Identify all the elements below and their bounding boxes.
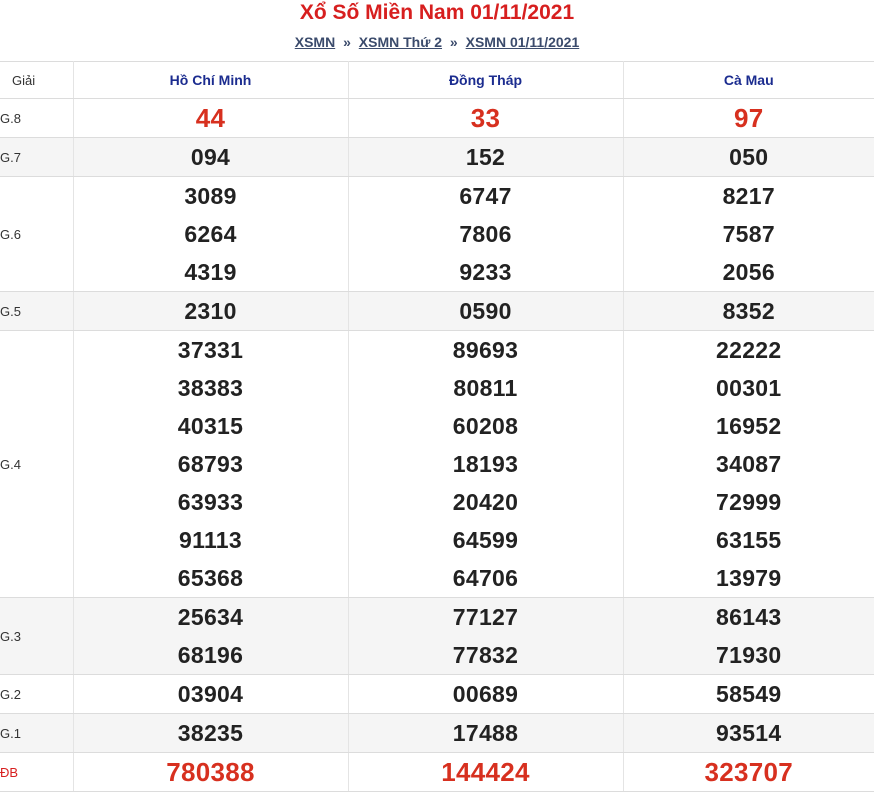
result-number: 89693 (349, 331, 623, 369)
result-cell (348, 675, 623, 714)
result-cell (623, 598, 874, 675)
result-number: 34087 (624, 445, 874, 483)
prize-name: G.3 (0, 598, 73, 675)
result-number: 25634 (74, 598, 348, 636)
result-cell (348, 138, 623, 177)
result-number: 58549 (624, 675, 874, 713)
result-number: 80811 (349, 369, 623, 407)
result-number: 91113 (74, 521, 348, 559)
result-number: 38235 (74, 714, 348, 752)
results-table (0, 61, 874, 792)
prize-name: G.1 (0, 714, 73, 753)
result-number: 144424 (349, 753, 623, 791)
result-number: 22222 (624, 331, 874, 369)
result-number: 68793 (74, 445, 348, 483)
result-number: 4319 (74, 253, 348, 291)
result-cell (348, 292, 623, 331)
result-number: 77832 (349, 636, 623, 674)
result-cell (348, 753, 623, 792)
result-number: 8352 (624, 292, 874, 330)
result-number: 65368 (74, 559, 348, 597)
result-cell (623, 714, 874, 753)
province-header-ca-mau: Cà Mau (623, 62, 874, 99)
result-number: 44 (74, 99, 348, 137)
result-number: 71930 (624, 636, 874, 674)
result-number: 2310 (74, 292, 348, 330)
result-number: 86143 (624, 598, 874, 636)
result-cell (348, 714, 623, 753)
result-number: 64706 (349, 559, 623, 597)
result-number: 9233 (349, 253, 623, 291)
result-cell (623, 675, 874, 714)
result-cell (73, 675, 348, 714)
result-number: 63933 (74, 483, 348, 521)
page-title: Xổ Số Miền Nam 01/11/2021 (0, 0, 874, 28)
table-row (0, 138, 874, 177)
result-number: 77127 (349, 598, 623, 636)
result-number: 03904 (74, 675, 348, 713)
result-number: 18193 (349, 445, 623, 483)
result-number: 38383 (74, 369, 348, 407)
province-header-ho-chi-minh: Hồ Chí Minh (73, 62, 348, 99)
prize-column-header: Giải (0, 62, 73, 99)
breadcrumb-link-xsmn-date[interactable]: XSMN 01/11/2021 (466, 34, 580, 50)
result-number: 6264 (74, 215, 348, 253)
prize-name: G.8 (0, 99, 73, 138)
result-number: 64599 (349, 521, 623, 559)
table-row (0, 598, 874, 675)
result-number: 93514 (624, 714, 874, 752)
result-cell (73, 292, 348, 331)
result-number: 20420 (349, 483, 623, 521)
result-number: 68196 (74, 636, 348, 674)
table-row (0, 331, 874, 598)
result-number: 094 (74, 138, 348, 176)
prize-name: G.5 (0, 292, 73, 331)
result-cell (73, 598, 348, 675)
result-number: 17488 (349, 714, 623, 752)
breadcrumb-link-xsmn-thu-2[interactable]: XSMN Thứ 2 (359, 34, 442, 50)
result-number: 63155 (624, 521, 874, 559)
result-number: 16952 (624, 407, 874, 445)
table-row (0, 99, 874, 138)
result-number: 7806 (349, 215, 623, 253)
result-cell (73, 331, 348, 598)
result-number: 37331 (74, 331, 348, 369)
result-number: 3089 (74, 177, 348, 215)
province-header-dong-thap: Đồng Tháp (348, 62, 623, 99)
table-row (0, 292, 874, 331)
result-cell (348, 598, 623, 675)
result-cell (623, 177, 874, 292)
result-number: 60208 (349, 407, 623, 445)
results-body (0, 99, 874, 792)
result-cell (73, 714, 348, 753)
prize-name: G.7 (0, 138, 73, 177)
result-cell (348, 331, 623, 598)
breadcrumb-separator: » (343, 34, 351, 50)
table-row (0, 753, 874, 792)
table-header-row (0, 62, 874, 99)
result-cell (73, 177, 348, 292)
result-number: 72999 (624, 483, 874, 521)
table-row (0, 714, 874, 753)
result-number: 40315 (74, 407, 348, 445)
result-number: 00301 (624, 369, 874, 407)
result-number: 6747 (349, 177, 623, 215)
result-cell (623, 99, 874, 138)
result-number: 2056 (624, 253, 874, 291)
prize-name: G.6 (0, 177, 73, 292)
table-row (0, 177, 874, 292)
result-cell (73, 138, 348, 177)
prize-name: G.2 (0, 675, 73, 714)
result-cell (623, 292, 874, 331)
result-number: 33 (349, 99, 623, 137)
result-number: 780388 (74, 753, 348, 791)
result-number: 0590 (349, 292, 623, 330)
breadcrumb (0, 28, 874, 61)
result-number: 13979 (624, 559, 874, 597)
result-number: 00689 (349, 675, 623, 713)
prize-name: G.4 (0, 331, 73, 598)
result-number: 050 (624, 138, 874, 176)
breadcrumb-separator: » (450, 34, 458, 50)
prize-name: ĐB (0, 753, 73, 792)
result-number: 7587 (624, 215, 874, 253)
result-cell (348, 99, 623, 138)
result-number: 152 (349, 138, 623, 176)
result-cell (623, 331, 874, 598)
result-cell (623, 753, 874, 792)
result-number: 97 (624, 99, 874, 137)
breadcrumb-link-xsmn[interactable]: XSMN (295, 34, 335, 50)
result-number: 323707 (624, 753, 874, 791)
result-cell (73, 99, 348, 138)
result-cell (623, 138, 874, 177)
result-number: 8217 (624, 177, 874, 215)
result-cell (348, 177, 623, 292)
table-row (0, 675, 874, 714)
result-cell (73, 753, 348, 792)
